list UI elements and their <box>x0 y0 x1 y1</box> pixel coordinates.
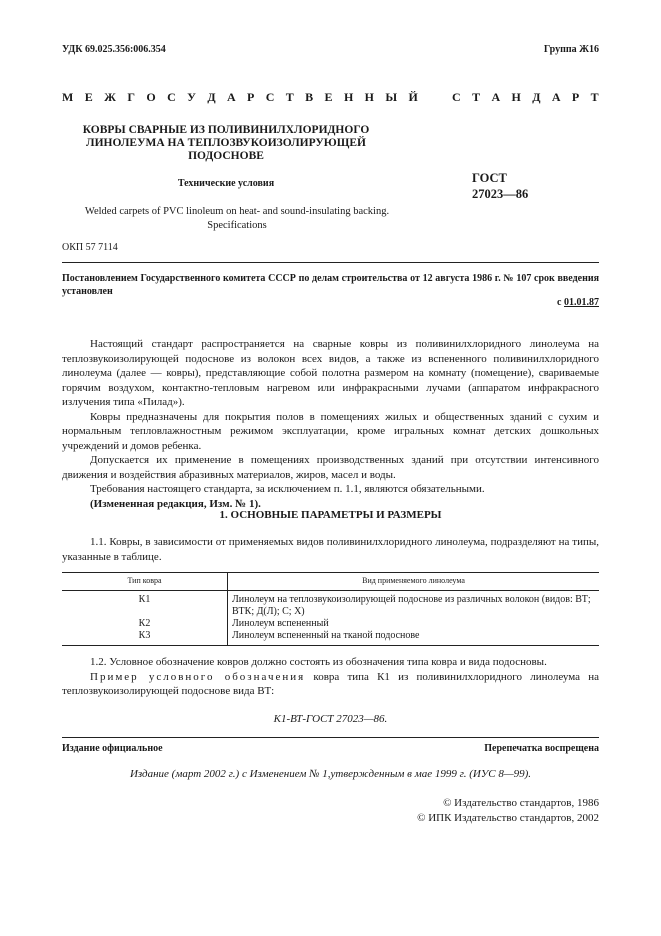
table-header-row <box>62 573 599 591</box>
english-title-line-2: Specifications <box>207 220 267 231</box>
group-code: Группа Ж16 <box>543 44 599 55</box>
banner-letter: Р <box>571 90 580 104</box>
decree-text: Постановлением Государственного комитета СССР по делам строительства от 12 августа 1986 г. № 107 срок введения установлен <box>62 273 599 297</box>
example-intro <box>62 670 599 699</box>
header-linoleum-kind: Вид применяемого линолеума <box>228 573 600 591</box>
english-title <box>62 205 412 233</box>
english-title-line-1: Welded carpets of PVC linoleum on heat- and sound-insulating backing. <box>84 206 390 217</box>
udk-code: УДК 69.025.356:006.354 <box>62 44 166 55</box>
header-carpet-type: Тип ковра <box>62 573 228 591</box>
copyright-line: © Издательство стандартов, 1986 <box>443 797 599 809</box>
cell-desc: Линолеум на теплозвукоизолирующей подоснове из различных волокон (видов: ВТ; ВТК; Д(Л); С; Х) <box>232 594 591 617</box>
banner-letter: Д <box>532 90 541 104</box>
banner-letter: Т <box>285 90 294 104</box>
date-prefix: с <box>557 297 564 308</box>
divider <box>62 737 599 738</box>
intro-paragraph: Настоящий стандарт распространяется на сварные ковры из поливинилхлоридного линолеума на теплозвукоизолирующей подоснове из волокон всех видов, а также из вспененного поливинилхлоридного линолеума (далее — ковры), представляющие собой полотна размером на комнату (помещение), свариваемые горячим воздухом, контактно-тепловым нагревом или инфракрасными лучами (аппаратом инфракрасного излучения типа «Пилад»). <box>62 338 599 408</box>
section-heading: 1. ОСНОВНЫЕ ПАРАМЕТРЫ И РАЗМЕРЫ <box>219 509 442 521</box>
banner-letter: Н <box>511 90 521 104</box>
clause-1-2 <box>62 655 599 699</box>
reprint-notice: Перепечатка воспрещена <box>484 743 599 754</box>
banner-letter: Т <box>590 90 599 104</box>
example-description: ковра типа К1 из поливинилхлоридного линолеума на теплозвукоизолирующей подоснове вида ВТ: <box>62 670 599 697</box>
banner-letter: А <box>491 90 501 104</box>
divider <box>62 262 599 263</box>
gost-number: 27023—86 <box>472 187 529 201</box>
banner-letter: М <box>62 90 74 104</box>
intro-text <box>62 337 599 511</box>
intro-paragraph: Требования настоящего стандарта, за исключением п. 1.1, являются обязательными. <box>90 483 485 495</box>
copyright <box>417 796 599 826</box>
gost-designation <box>472 170 552 202</box>
banner-letter: Г <box>127 90 135 104</box>
interstate-standard-banner <box>62 90 599 105</box>
clause-1-1-text: 1.1. Ковры, в зависимости от применяемых видов поливинилхлоридного линолеума, подразделяют на типы, указанные в таблице. <box>62 536 599 563</box>
banner-letter: У <box>187 90 196 104</box>
title-line-2: ЛИНОЛЕУМА НА ТЕПЛОЗВУКОИЗОЛИРУЮЩЕЙ <box>86 137 366 149</box>
example-designation: К1-ВТ-ГОСТ 27023—86. <box>273 713 388 725</box>
document-title <box>62 124 390 163</box>
date-value: 01.01.87 <box>564 297 599 308</box>
banner-letter: Е <box>324 90 333 104</box>
clause-1-1 <box>62 535 599 564</box>
cell-desc: Линолеум вспененный <box>232 618 329 629</box>
cell-type: К2 <box>62 618 228 630</box>
title-line-1: КОВРЫ СВАРНЫЕ ИЗ ПОЛИВИНИЛХЛОРИДНОГО <box>82 124 370 136</box>
banner-letter: С <box>167 90 176 104</box>
intro-paragraph: Допускается их применение в помещениях производственных зданий при отсутствии интенсивного движения и воздействия абразивных материалов, жиров, масел и воды. <box>62 454 599 481</box>
banner-letter: Й <box>408 90 418 104</box>
document-subtitle: Технические условия <box>177 178 275 189</box>
clause-1-2-text: 1.2. Условное обозначение ковров должно состоять из обозначения типа ковра и вида подосновы. <box>90 656 547 668</box>
cell-type: К3 <box>62 630 228 646</box>
intro-paragraph: Ковры предназначены для покрытия полов в помещениях жилых и общественных зданий с сухим и нормальным тепловлажностным режимом эксплуатации, кроме игральных комнат детских дошкольных учреждений и домов ребенка. <box>62 410 599 452</box>
gost-label: ГОСТ <box>472 171 507 185</box>
banner-letter: С <box>265 90 275 104</box>
copyright-line: © ИПК Издательство стандартов, 2002 <box>417 812 599 824</box>
carpet-types-table <box>62 572 599 646</box>
banner-letter: А <box>551 90 561 104</box>
edition-note: Издание (март 2002 г.) с Изменением № 1,утвержденным в мае 1999 г. (ИУС 8—99). <box>129 768 532 780</box>
official-edition: Издание официальное <box>62 743 163 754</box>
example-label: Пример условного обозначения <box>90 670 306 683</box>
banner-letter: А <box>226 90 236 104</box>
amendment-note: (Измененная редакция, Изм. № 1). <box>90 497 261 510</box>
banner-letter: Т <box>472 90 481 104</box>
banner-letter: Ы <box>385 90 398 104</box>
banner-letter: О <box>146 90 156 104</box>
banner-letter: В <box>305 90 314 104</box>
banner-letter: С <box>452 90 461 104</box>
cell-type: К1 <box>62 591 228 619</box>
banner-letter: Н <box>343 90 354 104</box>
table-row <box>62 630 599 646</box>
banner-letter: Р <box>247 90 255 104</box>
table-row <box>62 591 599 619</box>
cell-desc: Линолеум вспененный на тканой подоснове <box>228 630 600 646</box>
banner-letter: Е <box>84 90 93 104</box>
title-line-3: ПОДОСНОВЕ <box>188 150 264 162</box>
table-row <box>62 618 599 630</box>
okp-code: ОКП 57 7114 <box>62 242 118 253</box>
banner-letter: Ж <box>104 90 116 104</box>
effective-date <box>557 297 599 308</box>
banner-letter: Д <box>207 90 216 104</box>
banner-letter: Н <box>364 90 374 104</box>
